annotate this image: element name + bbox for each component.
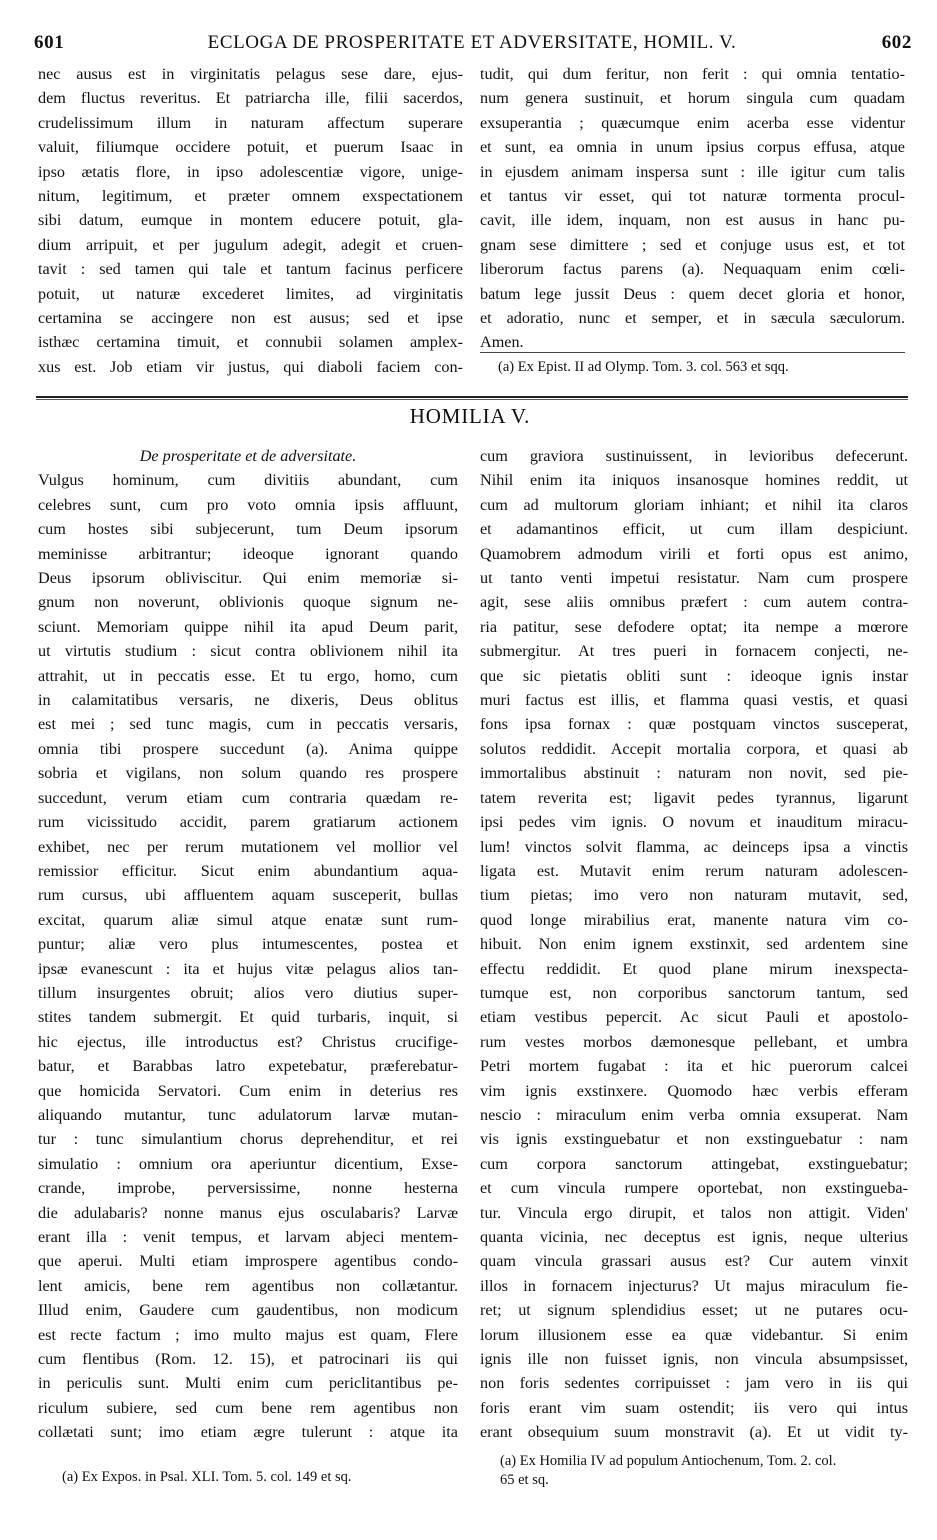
text-line: gnum non noverunt, oblivionis quoque signum ne- [38,593,458,612]
text-line: Amen. [480,333,524,352]
homily-title: HOMILIA V. [409,404,531,428]
text-line: quod longe mirabilius erat, manente natura vim co- [480,910,908,929]
text-line: dium arripuit, et per jugulum adegit, adegit et cruen- [38,235,463,254]
text-line: cavit, ille idem, inquam, non est ausus in hanc pu- [480,211,905,230]
text-line: solutos reddidit. Accepit mortalia corpora, et quasi ab [480,739,908,758]
text-line: crande, improbe, perversissime, nonne hesterna [38,1179,458,1198]
text-line: ipsæ evanescunt : ita et hujus vitæ pelagus alios tan- [38,959,458,978]
text-line: cum flentibus (Rom. 12. 15), et patrocinari iis qui [38,1350,458,1369]
text-line: in calamitatibus versaris, ne dixeris, Deus oblitus [38,691,458,710]
footnote-line: 65 et sq. [500,1472,549,1488]
text-line: rum vicissitudo accidit, parem gratiarum actionem [38,813,458,832]
text-line: die adulabaris? nonne manus ejus osculabaris? Larvæ [38,1203,458,1222]
section-divider-thin [36,399,908,400]
text-line: succedunt, verum etiam cum contraria quædam re- [38,788,458,807]
text-line: et adoratio, nunc et semper, et in sæcula sæculorum. [480,309,905,328]
text-line: meminisse arbitrantur; ideoque ignorant quando [38,544,458,563]
text-line: ut tanto venti impetui resistatur. Nam cum prospere [480,569,908,588]
text-line: sobria et vigilans, non solum quando res prospere [38,764,458,783]
section-divider [36,396,908,398]
text-line: valuit, filiumque occidere potuit, et puerum Isaac in [38,138,463,157]
text-line: foris erant vim suam ostendit; iis vero qui intus [480,1398,908,1417]
text-line: liberorum factus parens (a). Nequaquam enim cœli- [480,260,905,279]
text-line: que homicida Servatori. Cum enim in deterius res [38,1081,458,1100]
text-line: sibi datum, eumque in montem educere potuit, gla- [38,211,463,230]
text-line: et tantus vir esset, qui tot naturæ tormenta procul- [480,187,905,206]
text-line: cum graviora sustinuissent, in levioribus defecerunt. [480,447,908,465]
text-line: tillum insurgentes obruit; alios vero diutius super- [38,983,458,1002]
text-line: Deus ipsorum obliviscitur. Qui enim memoriæ si- [38,569,458,588]
text-line: effectu reddidit. Et quod plane mirum inexspecta- [480,959,908,978]
text-line: et adamantinos efficit, ut cum illam despiciunt. [480,520,908,539]
text-line: potuit, ut naturæ excederet limites, ad virginitatis [38,284,463,303]
footnote-separator [480,352,905,353]
text-line: ret; ut signum splendidius esset; ut ne putares ocu- [480,1301,908,1320]
text-line: Petri mortem fugabat : ita et hic puerorum calcei [480,1057,908,1076]
text-line: aliquando mutantur, tunc adulatorum larvæ mutan- [38,1105,458,1124]
bottom-left-column [38,444,458,1445]
text-line: xus est. Job etiam vir justus, qui diaboli faciem con- [38,357,463,376]
text-line: Vulgus hominum, cum divitiis abundant, cum [38,471,458,490]
text-line: crudelissimum illum in naturam affectum superare [38,113,463,132]
text-line: num genera sustinuit, et horum singula cum quadam [480,89,905,108]
text-line: nescio : miraculum enim verba omnia exsuperat. Nam [480,1105,908,1124]
text-line: hic ejectus, ille introductus est? Christus crucifige- [38,1032,458,1051]
text-line: lorum illusionem esse ea quæ videbantur. Si enim [480,1325,908,1344]
text-line: nitum, legitimum, et præter omnem exspectationem [38,187,463,206]
text-line: gnam sese dimittere ; sed et conjuge usus est, et tot [480,235,905,254]
text-line: cum hostes sibi subjecerunt, tum Deum ipsorum [38,520,458,539]
text-line: nec ausus est in virginitatis pelagus sese dare, ejus- [38,65,463,83]
text-line: cum ad multorum gloriam inhiant; et nihil ita claros [480,495,908,514]
text-line: etiam vestibus pepercit. Ac sicut Pauli et apostolo- [480,1008,908,1027]
text-line: tur : tunc simulantium chorus deprehenditur, et rei [38,1130,458,1149]
text-line: celebres sunt, cum pro voto omnia ipsis affluunt, [38,495,458,514]
top-right-column [480,62,905,355]
text-line: immortalibus abstinuit : naturam non novit, sed pie- [480,764,908,783]
running-header [32,32,912,58]
running-title: ECLOGA DE PROSPERITATE ET ADVERSITATE, HOMIL. V. [207,32,737,53]
text-line: quanta vicinia, nec deceptus est ignis, neque ulterius [480,1228,908,1246]
text-line: agit, sese aliis omnibus præfert : cum autem contra- [480,593,908,612]
text-line: tudit, qui dum feritur, non ferit : qui omnia tentatio- [480,65,905,83]
bottom-right-column [480,444,908,1445]
text-line: tur. Vincula ergo dirupit, et talos non attigit. Viden' [480,1203,908,1222]
text-line: lent amicis, bene rem agentibus non collætantur. [38,1276,458,1295]
text-line: hibuit. Non enim ignem exstinxit, sed ardentem sine [480,935,908,954]
text-line: in ejusdem animam inspersa sunt : ille igitur cum talis [480,162,905,181]
text-line: isthæc certamina timuit, et connubii solamen amplex- [38,333,463,352]
text-line: riculum subiere, sed cum bene rem agentibus non [38,1398,458,1417]
page-number-right: 602 [881,32,912,53]
text-line: submergitur. At tres pueri in fornacem conjecti, ne- [480,642,908,661]
text-line: tumque est, non corporibus sanctorum tantum, sed [480,983,908,1002]
text-line: dem fluctus reveritus. Et patriarcha ille, filii sacerdos, [38,89,463,108]
text-line: vim ignis exstinxere. Quomodo hæc verbis efferam [480,1081,908,1100]
text-line: fons ipsa fornax : quæ postquam vinctos susceperat, [480,715,908,734]
text-line: batur, et Barabbas latro expetebatur, præferebatur- [38,1057,458,1076]
text-line: tavit : sed tamen qui tale et tantum facinus perficere [38,260,463,279]
footnote-left: (a) Ex Expos. in Psal. XLI. Tom. 5. col. 149 et sq. [62,1469,352,1485]
footnote-line: (a) Ex Homilia IV ad populum Antiochenum, Tom. 2. col. [500,1453,837,1469]
text-line: batum lege jussit Deus : quem decet gloria et honor, [480,284,905,303]
text-line: rum cursus, ubi affluentem aquam susceperit, bullas [38,886,458,905]
text-line: simulatio : omnium ora aperiuntur dicentium, Exse- [38,1154,458,1173]
text-line: excitat, quarum aliæ simul atque enatæ sunt rum- [38,910,458,929]
text-line: que aperui. Multi etiam improspere agentibus condo- [38,1252,458,1271]
top-left-column [38,62,463,379]
text-line: ipsi pedes vim ignis. O novum et inauditum miracu- [480,813,908,832]
text-line: Nihil enim ita iniquos insanosque homines reddit, ut [480,471,908,490]
text-line: ipso ætatis flore, in ipso adolescentiæ vigore, unige- [38,162,463,181]
text-line: cum corpora sanctorum attingebat, exstinguebatur; [480,1154,908,1173]
text-line: erant illa : venit tempus, et larvam abjeci mentem- [38,1228,458,1246]
text-line: ria patitur, sese defodere optat; ita nempe a mœrore [480,617,908,636]
text-line: puntur; aliæ vero plus intumescentes, postea et [38,935,458,954]
text-line: tium pietas; imo vero non naturam mutavit, sed, [480,886,908,905]
text-line: rum vestes morbos dæmonesque pellebant, et umbra [480,1032,908,1051]
text-line: est recte factum ; imo multo majus est quam, Flere [38,1325,458,1344]
text-line: illos in fornacem injecturus? Ut majus miraculum fie- [480,1276,908,1295]
text-line: collætati sunt; imo etiam ægre tulerunt : atque ita [38,1423,458,1442]
text-line: erant obsequium suum monstravit (a). Et ut vidit ty- [480,1423,908,1442]
text-line: exhibet, nec per rerum mutationem vel mollior vel [38,837,458,856]
text-line: remissior efficitur. Sicut enim abundantium aqua- [38,861,458,880]
text-line: quam vincula grassari ausus est? Cur autem vinxit [480,1252,908,1271]
text-line: omnia tibi prospere succedunt (a). Anima quippe [38,739,458,758]
text-line: stites tandem submergit. Et quid turbaris, inquit, si [38,1008,458,1027]
text-line: certamina se accingere non est ausus; sed et ipse [38,309,463,328]
text-line: non foris sedentes corripuisset : jam vero in iis qui [480,1374,908,1393]
text-line: que sic pietatis obliti sunt : ideoque ignis instar [480,666,908,685]
page-number-left: 601 [34,32,65,53]
text-line: ut virtutis studium : sicut contra oblivionem nihil ita [38,642,458,661]
text-line: tatem reverita est; ligavit pedes tyrannus, ligarunt [480,788,908,807]
text-line: ignis ille non fuisset ignis, non vincula absumpsisset, [480,1350,908,1369]
bottom-left-text [38,468,458,1444]
text-line: Illud enim, Gaudere cum gaudentibus, non modicum [38,1301,458,1320]
text-line: in periculis sunt. Multi enim cum periclitantibus pe- [38,1374,458,1393]
text-line: muri factus est illis, et flamma quasi vestis, et quasi [480,691,908,710]
text-line: exsuperantia ; quæcumque enim acerba esse videntur [480,113,905,132]
text-line: et cum vincula rumpere oportebat, non exstingueba- [480,1179,908,1198]
text-line: attrahit, ut in peccatis esse. Et tu ergo, homo, cum [38,666,458,685]
footnote-right [500,1452,905,1490]
homily-subtitle: De prosperitate et de adversitate. [139,447,357,465]
text-line: est mei ; sed tunc magis, cum in peccatis versaris, [38,715,458,734]
text-line: sciunt. Memoriam quippe nihil ita apud Deum parit, [38,617,458,636]
text-line: et sunt, ea omnia in unum ipsius corpus effusa, atque [480,138,905,157]
text-line: vis ignis exstinguebatur et non exstinguebatur : nam [480,1130,908,1149]
text-line: lum! vinctos solvit flamma, ac deinceps ipsa a vinctis [480,837,908,856]
footnote-top: (a) Ex Epist. II ad Olymp. Tom. 3. col. 563 et sqq. [498,359,789,375]
text-line: ligata est. Mutavit enim rerum naturam adolescen- [480,861,908,880]
text-line: Quamobrem admodum virili et forti opus est animo, [480,544,908,563]
